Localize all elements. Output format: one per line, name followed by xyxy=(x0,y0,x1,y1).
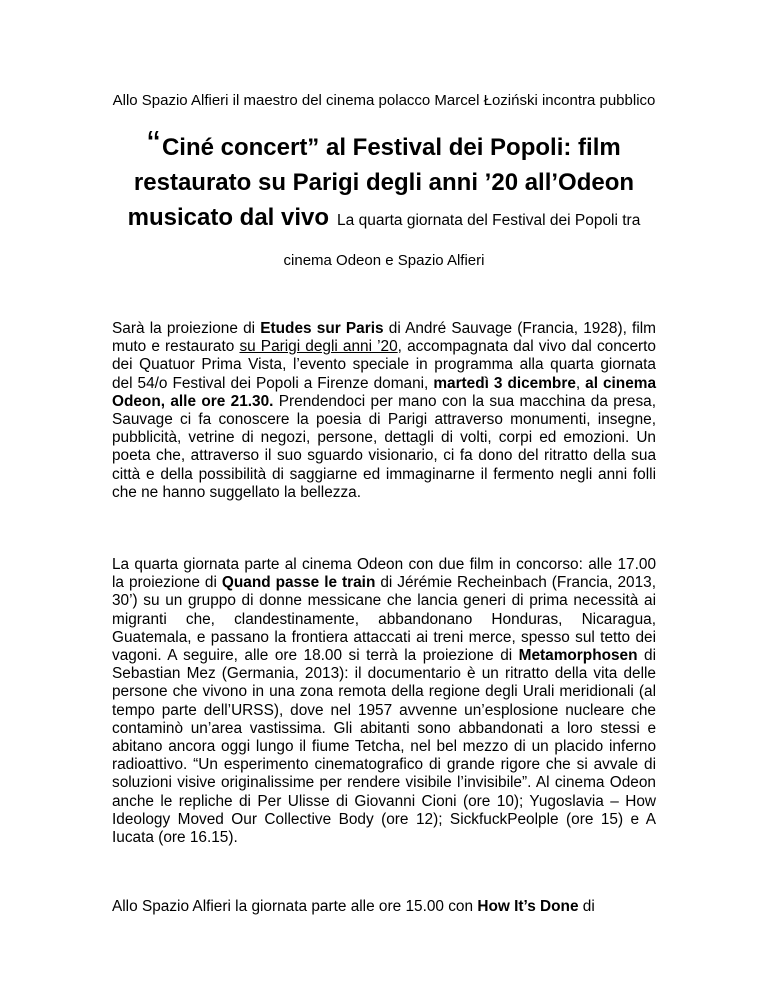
subtitle-line-2: cinema Odeon e Spazio Alfieri xyxy=(283,252,485,269)
p1-venue-time: al cinema Odeon, alle ore 21.30. xyxy=(112,374,657,410)
paragraph-1 xyxy=(112,320,656,502)
p3-text-1: Allo Spazio Alfieri la giornata parte alle ore 15.00 con xyxy=(112,898,478,915)
headline xyxy=(112,124,656,238)
p2-text-3: di Sebastian Mez (Germania, 2013): il documentario è un ritratto della vita delle persone che vivono in una zona remota della regione degli Urali meridionali (al tempo parte dell’URSS), dove nel 1957 avvenne un’esplosione nucleare che contaminò un’area vastissima. Gli abitanti sono abbandonati a loro stessi e abitano ancora oggi lungo il fiume Tetcha, nel bel mezzo di un placido inferno radioattivo. “Un esperimento cinematografico di grande rigore che si avvale di soluzioni visive originalissime per rendere visibile l’invisibile”. Al cinema Odeon anche le repliche di Per Ulisse di Giovanni Cioni (ore 10); Yugoslavia – How Ideology Moved Our Collective Body (ore 12); SickfuckPeolple (ore 15) e A Iucata (ore 16.15). xyxy=(112,647,656,847)
p1-text-1: Sarà la proiezione di xyxy=(112,320,261,337)
film-title-etudes: Etudes sur Paris xyxy=(260,320,384,337)
p1-text-5: Prendendoci per mano con la sua macchina da presa, Sauvage ci fa conoscere la poesia di Parigi attraverso monumenti, insegne, pubblicità, vetrine di negozi, persone, dettagli di volti, corpi ed emozioni. Un poeta che, attraverso il suo sguardo visionario, ci fa dono del ritratto della sua città e della possibilità di saggiarne ed immaginarne il fermento negli anni folli che ne hanno suggellato la bellezza. xyxy=(112,392,656,501)
film-title-how-its-done: How It’s Done xyxy=(477,898,579,915)
paragraph-3 xyxy=(112,898,656,916)
p2-text-1: La quarta giornata parte al cinema Odeon con due film in concorso: alle 17.00 la proiezione di xyxy=(112,556,656,592)
headline-open-quote: “ xyxy=(147,124,160,166)
film-title-quand-passe-le-train: Quand passe le train xyxy=(221,574,376,592)
p1-text-4: , xyxy=(575,374,586,392)
p3-text-2: di xyxy=(578,898,595,915)
p1-text-2: di André Sauvage (Francia, 1928), film muto e restaurato xyxy=(112,320,656,356)
headline-text: Ciné concert” al Festival dei Popoli: film restaurato su Parigi degli anni ’20 all’Odeon musicato dal vivo xyxy=(127,134,635,231)
p1-date: martedì 3 dicembre xyxy=(433,374,576,392)
p2-text-2: di Jérémie Recheinbach (Francia, 2013, 30’) su un gruppo di donne messicane che lancia generi di prima necessità ai migranti che, clandestinamente, abbandonano Honduras, Nicaragua, Guatemala, e passano la frontiera attaccati ai treni merce, spesso sul tetto dei vagoni. A seguire, alle ore 18.00 si terrà la proiezione di xyxy=(112,574,656,665)
subtitle-inline: La quarta giornata del Festival dei Popoli tra xyxy=(337,212,641,229)
film-title-metamorphosen: Metamorphosen xyxy=(518,647,638,665)
paragraph-2 xyxy=(112,556,656,847)
kicker-line: Allo Spazio Alfieri il maestro del cinema polacco Marcel Łoziński incontra pubblico xyxy=(112,92,656,109)
p1-text-3: , accompagnata dal vivo dal concerto dei Quatuor Prima Vista, l’evento speciale in programma alla quarta giornata del 54/o Festival dei Popoli a Firenze domani, xyxy=(112,338,656,392)
p1-underlined-phrase: su Parigi degli anni ’20 xyxy=(239,338,398,356)
